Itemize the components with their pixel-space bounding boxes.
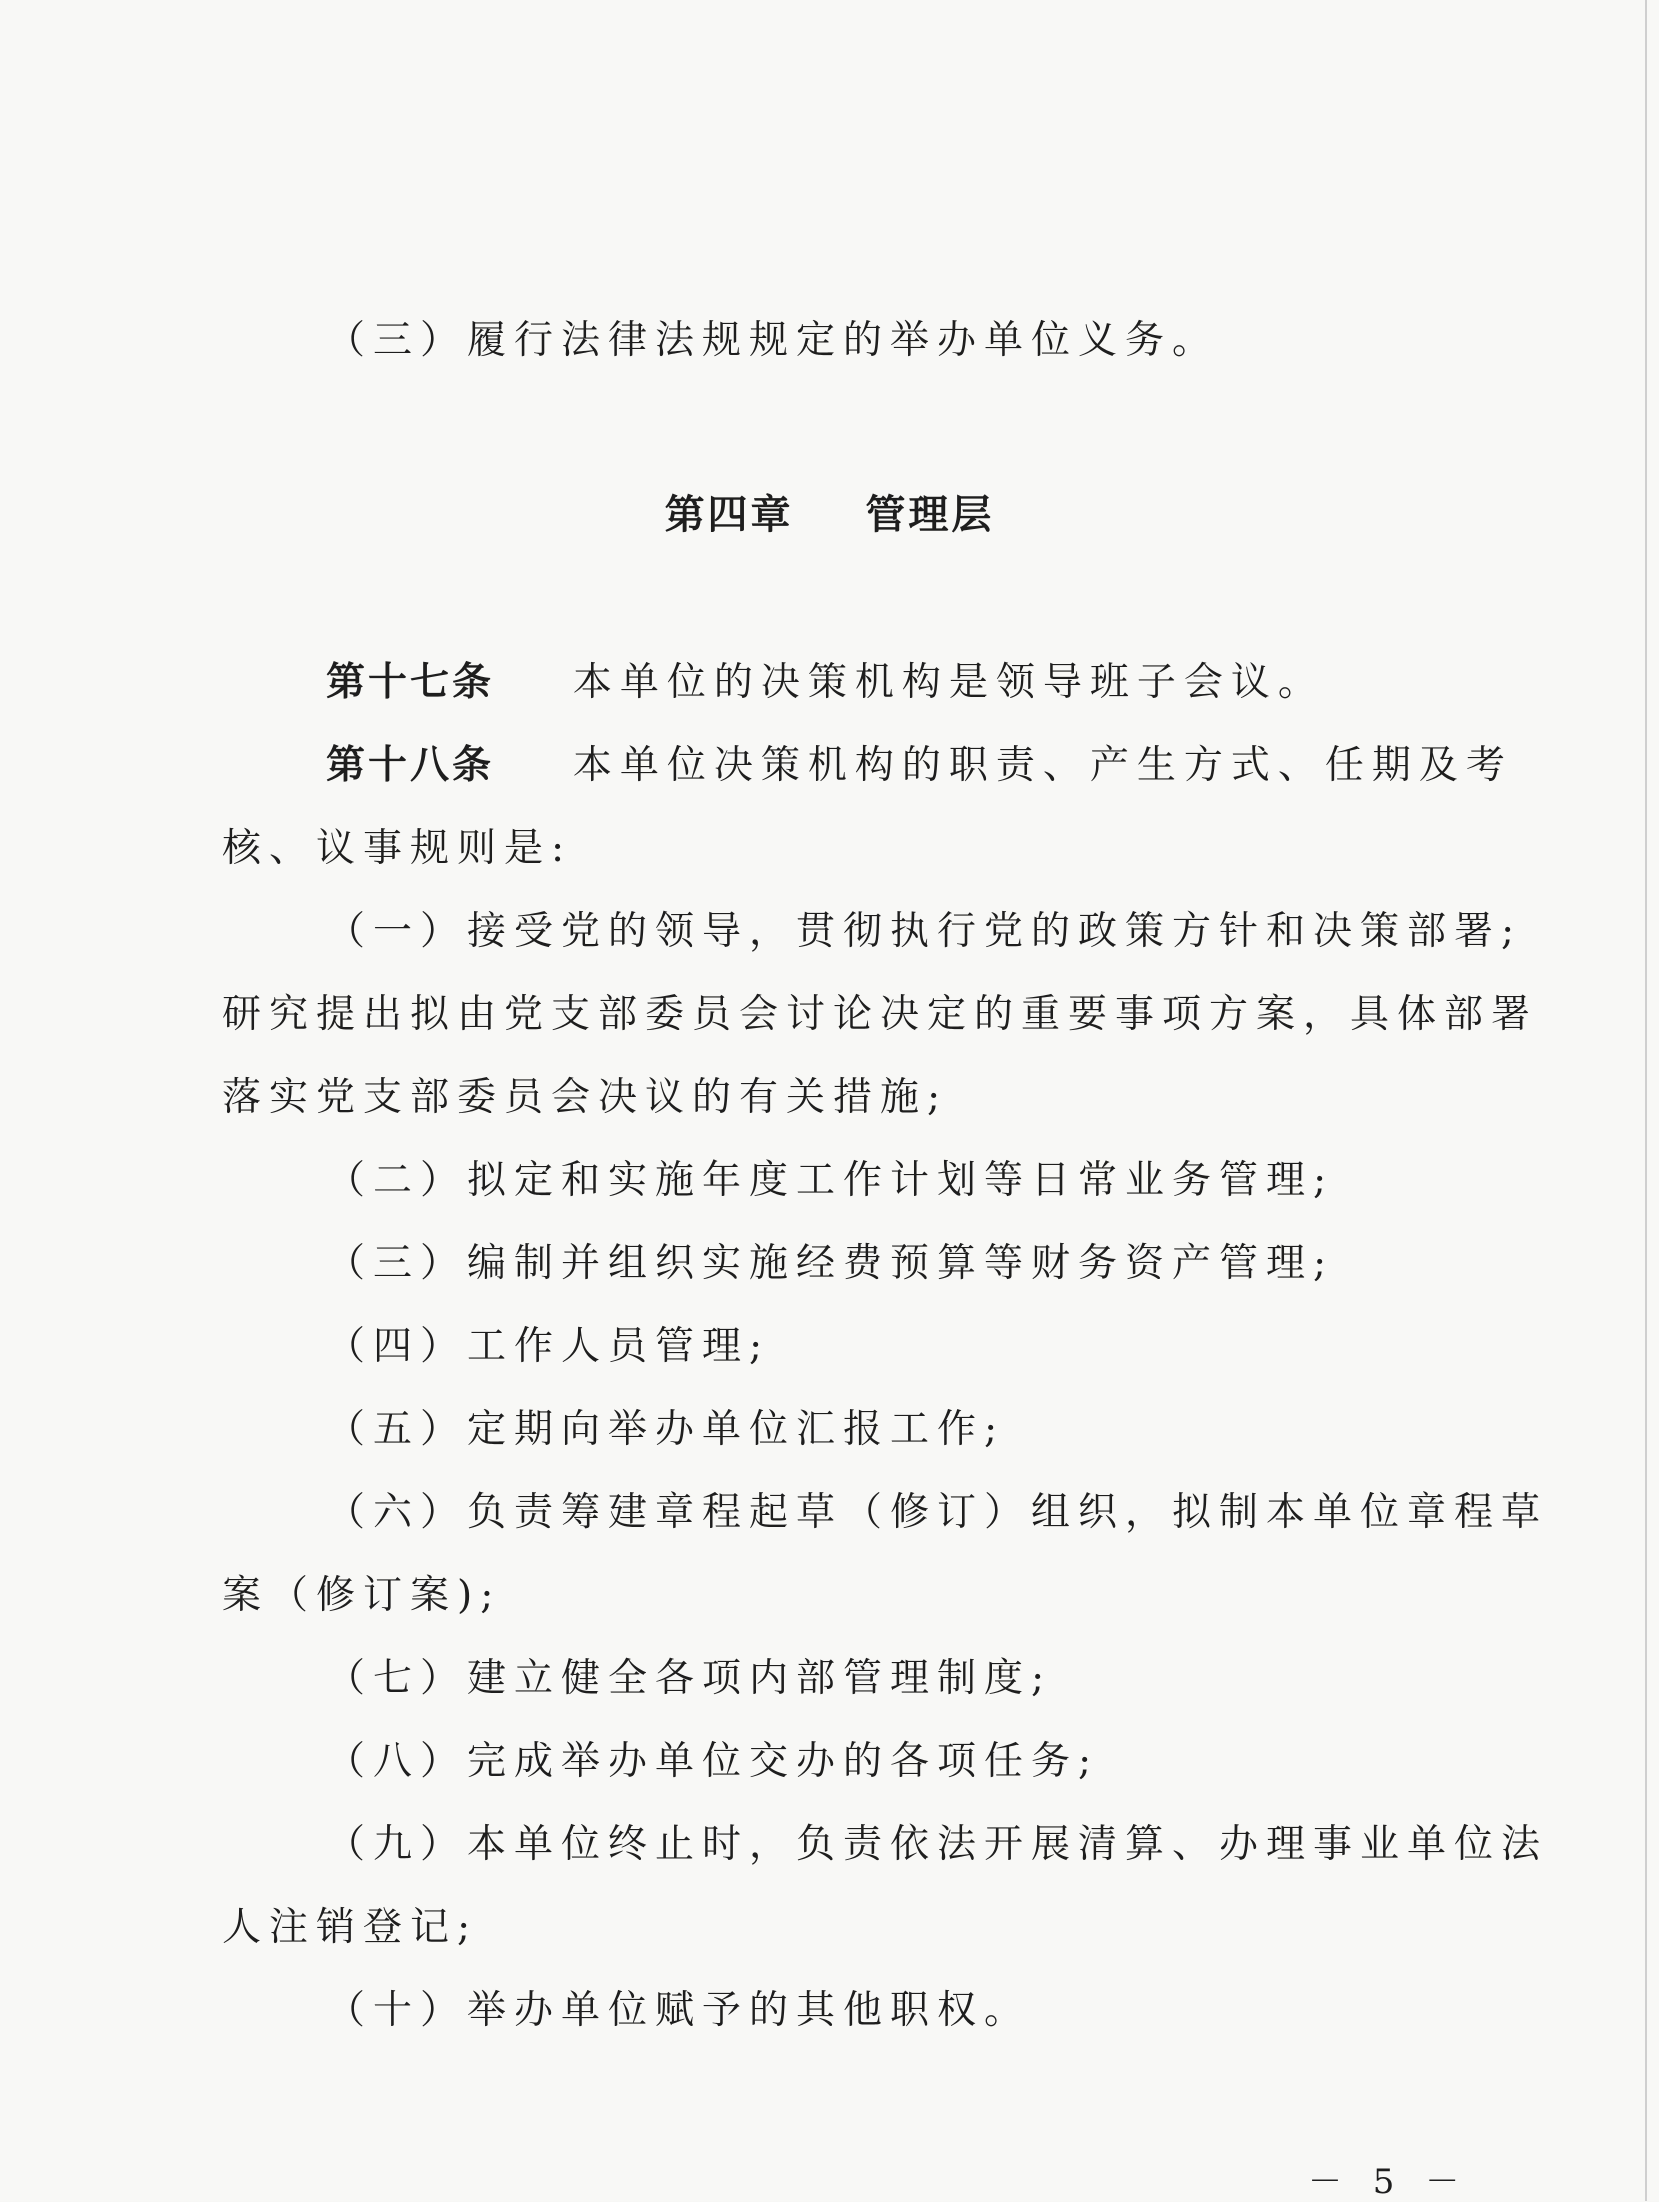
article-18-item-1-cont-1: 研究提出拟由党支部委员会讨论决定的重要事项方案，具体部署 xyxy=(222,992,1539,1037)
article-18-item-6: （六）负责筹建章程起草（修订）组织，拟制本单位章程草 xyxy=(326,1490,1549,1535)
article-18-item-5: （五）定期向举办单位汇报工作; xyxy=(326,1407,1006,1452)
article-17-label: 第十七条 xyxy=(326,660,495,705)
article-18-item-9-cont: 人注销登记; xyxy=(222,1905,479,1950)
chapter-number: 第四章 xyxy=(664,492,794,538)
article-18-item-10: （十）举办单位赋予的其他职权。 xyxy=(326,1988,1032,2033)
article-18-item-6-cont: 案（修订案); xyxy=(222,1573,502,1618)
article-18-label: 第十八条 xyxy=(326,743,495,788)
article-18-item-1-cont-2: 落实党支部委员会决议的有关措施; xyxy=(222,1075,949,1120)
article-18-line xyxy=(326,743,1513,789)
article-18-item-7: （七）建立健全各项内部管理制度; xyxy=(326,1656,1053,1701)
article-18-item-3: （三）编制并组织实施经费预算等财务资产管理; xyxy=(326,1241,1335,1286)
article-17-text: 本单位的决策机构是领导班子会议。 xyxy=(572,660,1325,705)
article-18-item-2: （二）拟定和实施年度工作计划等日常业务管理; xyxy=(326,1158,1335,1203)
article-18-item-9: （九）本单位终止时，负责依法开展清算、办理事业单位法 xyxy=(326,1822,1549,1867)
article-17-line xyxy=(326,660,1325,706)
chapter-heading xyxy=(0,492,1659,538)
article-18-item-8: （八）完成举办单位交办的各项任务; xyxy=(326,1739,1100,1784)
article-18-item-1: （一）接受党的领导，贯彻执行党的政策方针和决策部署; xyxy=(326,909,1523,954)
chapter-title: 管理层 xyxy=(865,492,995,538)
page-number: － 5 － xyxy=(1308,2162,1470,2202)
article-18-text-first: 本单位决策机构的职责、产生方式、任期及考 xyxy=(572,743,1513,788)
page-edge-line xyxy=(1645,0,1647,2201)
article-18-item-4: （四）工作人员管理; xyxy=(326,1324,771,1369)
text-line-duty-3: （三）履行法律法规规定的举办单位义务。 xyxy=(326,318,1220,363)
article-18-text-second: 核、议事规则是: xyxy=(222,826,573,871)
